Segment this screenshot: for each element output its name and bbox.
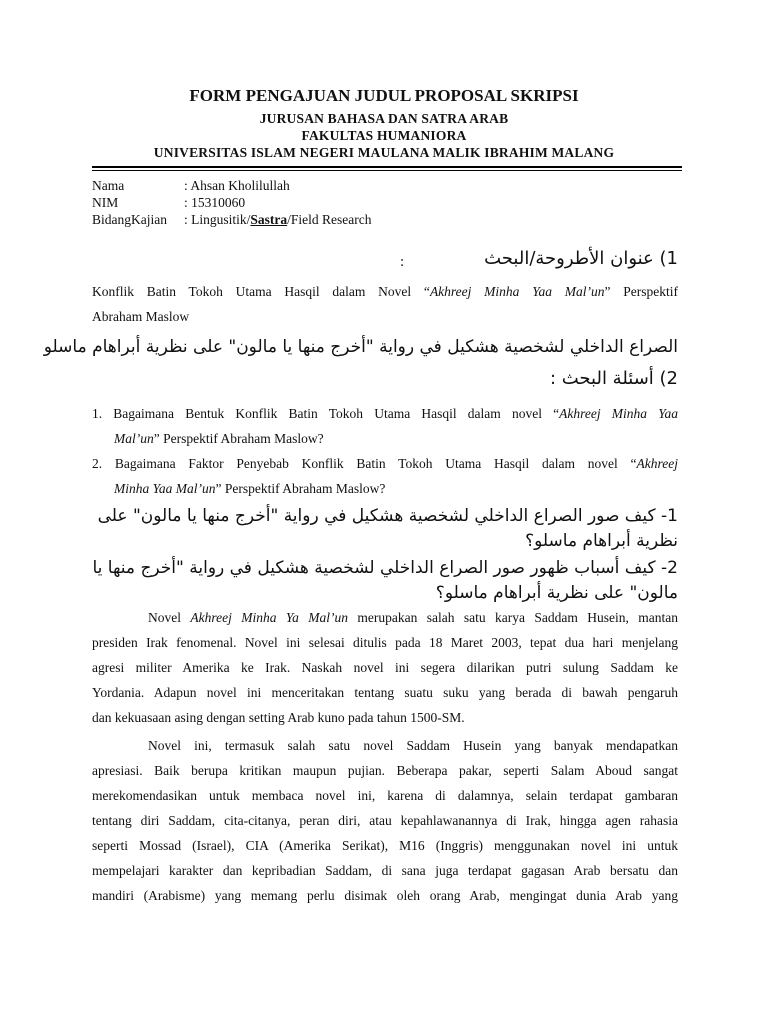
question1-line1: 1. Bagaimana Bentuk Konflik Batin Tokoh Utama Hasqil dalam novel “Akhreej Minha Yaa — [92, 406, 678, 421]
para1-line3: agresi militer Amerika ke Irak. Naskah novel ini segera dilarikan putri sulung Saddam ke — [92, 660, 678, 675]
para1-line4: Yordania. Adapun novel ini menceritakan tentang suatu suku yang berada di bawah pengaruh — [92, 685, 678, 700]
field-value: : Lingusitik/Sastra/Field Research — [184, 212, 372, 227]
para2-line1: Novel ini, termasuk salah satu novel Saddam Husein yang banyak mendapatkan — [148, 738, 678, 753]
para2-line3: merekomendasikan untuk membaca novel ini, karena di dalamnya, selain terdapat gambaran — [92, 788, 678, 803]
question2-line1: 2. Bagaimana Faktor Penyebab Konflik Batin Tokoh Utama Hasqil dalam novel “Akhreej — [92, 456, 678, 471]
thesis-title-line2: Abraham Maslow — [92, 309, 190, 324]
section1-heading: 1) عنوان الأطروحة/البحث — [484, 248, 678, 269]
para1-line2: presiden Irak fenomenal. Novel ini selesai ditulis pada 18 Maret 2003, tepat dua hari menjelang — [92, 635, 678, 650]
question2-arabic-line1: 2- كيف أسباب ظهور صور الصراع الداخلي لشخصية هشكيل في رواية "أخرج منها يا — [92, 558, 678, 578]
question1-line2: Mal’un” Perspektif Abraham Maslow? — [114, 431, 324, 446]
para2-line5: seperti Mossad (Israel), CIA (Amerika Serikat), M16 (Inggris) menggunakan novel ini untuk — [92, 838, 678, 853]
info-row-nim — [0, 195, 768, 213]
para2-line4: tentang diri Saddam, cita-citanya, peran diri, atau kepahlawanannya di Irak, hingga agen rahasia — [92, 813, 678, 828]
thesis-title-arabic: الصراع الداخلي لشخصية هشكيل في رواية "أخرج منها يا مالون" على نظرية أبراهام ماسلو — [43, 337, 678, 357]
question1-arabic-line1: 1- كيف صور الصراع الداخلي لشخصية هشكيل في رواية "أخرج منها يا مالون" على — [97, 506, 678, 526]
question2-line2: Minha Yaa Mal’un” Perspektif Abraham Maslow? — [114, 481, 386, 496]
question1-arabic-line2: نظرية أبراهام ماسلو؟ — [525, 531, 678, 551]
field-selected: Sastra — [250, 212, 288, 227]
para2-line2: apresiasi. Baik berupa kritikan maupun pujian. Beberapa pakar, seperti Salam Aboud sangat — [92, 763, 678, 778]
para1-line5: dan kekuasaan asing dengan setting Arab kuno pada tahun 1500-SM. — [92, 710, 465, 725]
form-title: FORM PENGAJUAN JUDUL PROPOSAL SKRIPSI — [189, 86, 579, 105]
faculty-name: FAKULTAS HUMANIORA — [301, 128, 467, 143]
name-label: Nama — [92, 178, 125, 193]
question2-arabic-line2: مالون" على نظرية أبراهام ماسلو؟ — [435, 583, 678, 603]
info-row-name — [0, 178, 768, 196]
section2-heading: 2) أسئلة البحث : — [549, 368, 678, 389]
name-value: : Ahsan Kholilullah — [184, 178, 290, 193]
section1-colon: : — [400, 254, 405, 270]
nim-value: : 15310060 — [184, 195, 246, 210]
para1-line1: Novel Akhreej Minha Ya Mal’un merupakan salah satu karya Saddam Husein, mantan — [148, 610, 679, 625]
department-name: JURUSAN BAHASA DAN SATRA ARAB — [259, 111, 509, 126]
info-row-field — [0, 212, 768, 230]
field-label: BidangKajian — [92, 212, 167, 227]
para2-line6: mempelajari karakter dan kepribadian Saddam, di sana juga terdapat gagasan Arab bersatu dan — [92, 863, 678, 878]
nim-label: NIM — [92, 195, 119, 210]
thesis-title-line1: Konflik Batin Tokoh Utama Hasqil dalam Novel “Akhreej Minha Yaa Mal’un” Perspektif — [92, 284, 679, 299]
header-rule-thick — [92, 166, 682, 168]
university-name: UNIVERSITAS ISLAM NEGERI MAULANA MALIK IBRAHIM MALANG — [153, 145, 615, 160]
para2-line7: mandiri (Arabisme) yang memang perlu disimak oleh orang Arab, mengingat dunia Arab yang — [92, 888, 678, 903]
header-rule-thin — [92, 170, 682, 171]
